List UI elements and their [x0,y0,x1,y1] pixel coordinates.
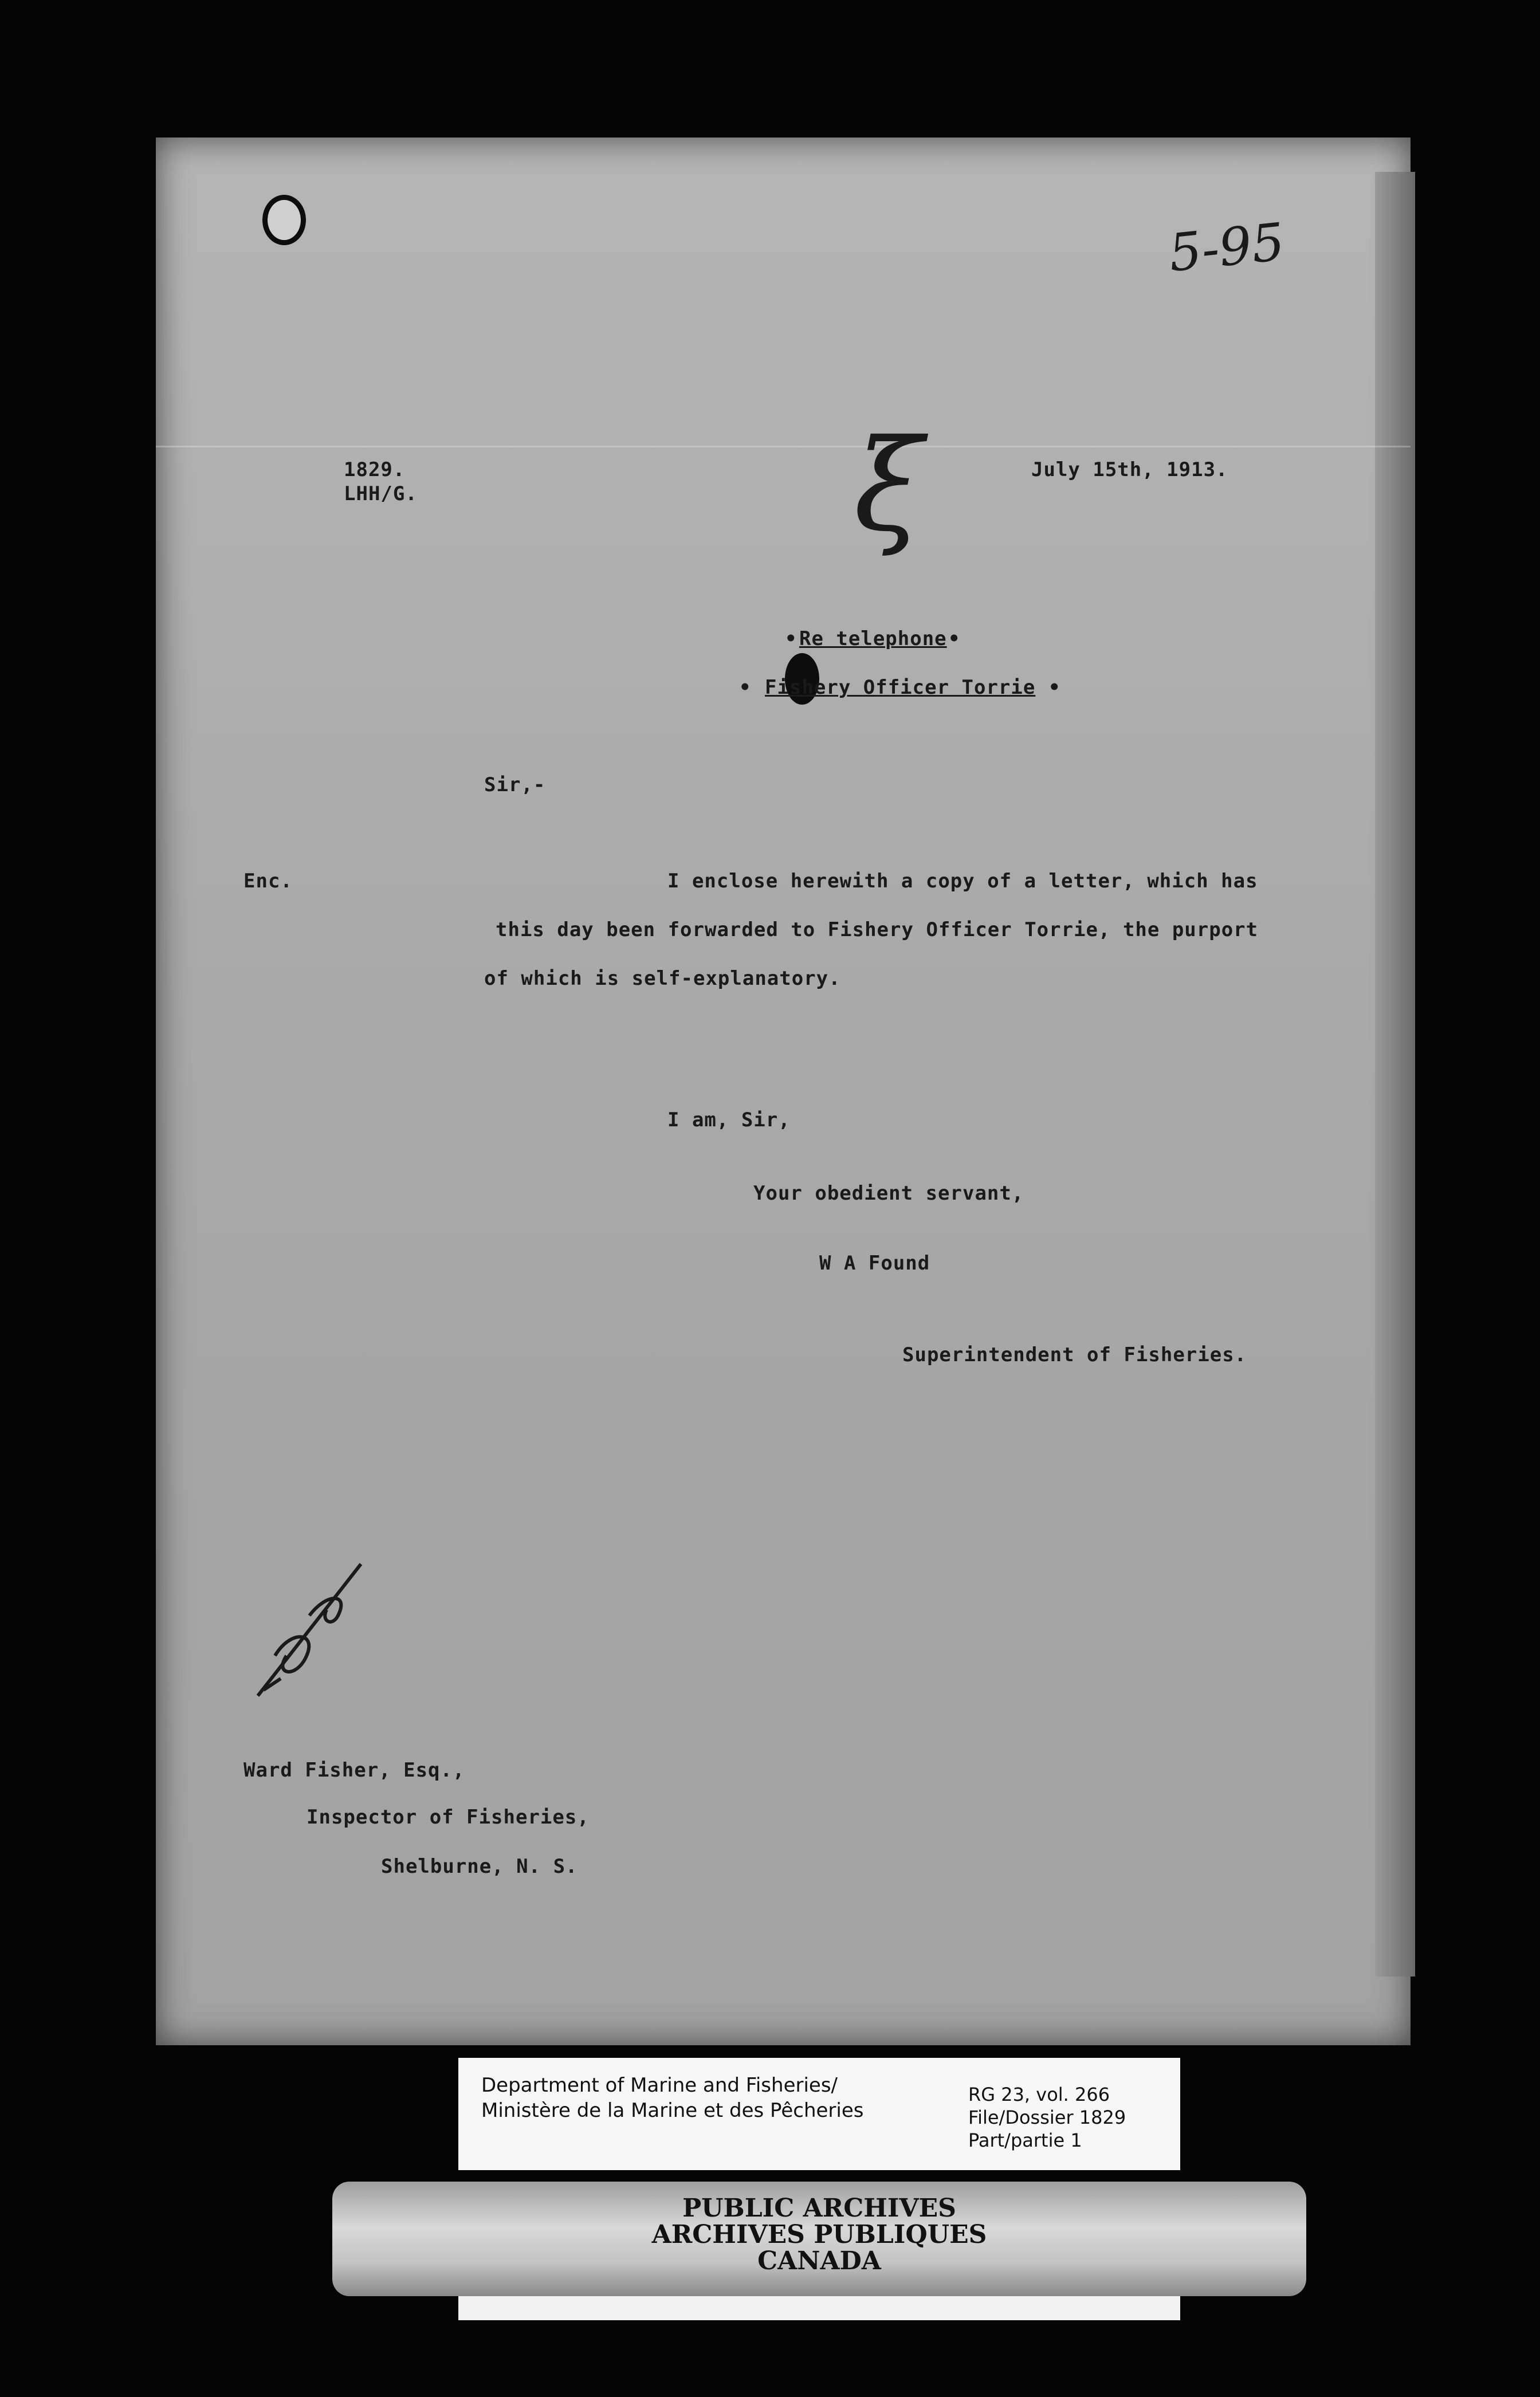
subject-line-2: Fishery Officer Torrie [765,676,1036,699]
part-partie: Part/partie 1 [968,2129,1082,2151]
signature: W A Found [819,1252,930,1275]
signer-title: Superintendent of Fisheries. [902,1343,1247,1366]
initials-reference: LHH/G. [344,482,418,505]
addressee-name: Ward Fisher, Esq., [243,1759,465,1782]
letter-date: July 15th, 1913. [1031,458,1228,481]
salutation: Sir,- [484,773,546,796]
subject-bullet-left: • [785,627,798,650]
closing-line-2: Your obedient servant, [753,1182,1024,1205]
body-line-3: of which is self-explanatory. [484,967,841,990]
subject-bullet-left-2: • [739,676,752,699]
page-edge [1375,172,1415,1976]
stamp-line-2: ARCHIVES PUBLIQUES [651,2220,987,2249]
addressee-title: Inspector of Fisheries, [307,1806,590,1829]
handwritten-page-number: 5-95 [1166,211,1288,284]
enclosure-note: Enc. [243,870,293,893]
addressee-place: Shelburne, N. S. [381,1855,578,1878]
file-reference: 1829. [344,458,406,481]
body-line-1: I enclose herewith a copy of a letter, which has [667,870,1258,893]
punch-hole [262,195,306,245]
department-english: Department of Marine and Fisheries/ [481,2074,838,2097]
subject-bullet-right: • [948,627,961,650]
handwritten-mark: ξ [854,412,924,559]
stamp-line-1: PUBLIC ARCHIVES [682,2194,956,2223]
archive-label [458,2058,1180,2170]
archive-label-reference [968,2083,1126,2152]
archive-label-department [481,2073,863,2123]
subject-line-1: Re telephone [799,627,947,650]
stamp-line-3: CANADA [757,2246,881,2276]
body-line-2: this day been forwarded to Fishery Officer Torrie, the purport [496,918,1259,941]
department-french: Ministère de la Marine et des Pêcheries [481,2099,864,2122]
handwritten-initials-icon [241,1547,378,1707]
file-dossier: File/Dossier 1829 [968,2107,1126,2128]
closing-line-1: I am, Sir, [667,1109,791,1131]
fold-line [156,446,1411,447]
subject-bullet-right-2: • [1048,676,1061,699]
record-group: RG 23, vol. 266 [968,2084,1110,2105]
archive-stamp [332,2182,1306,2296]
